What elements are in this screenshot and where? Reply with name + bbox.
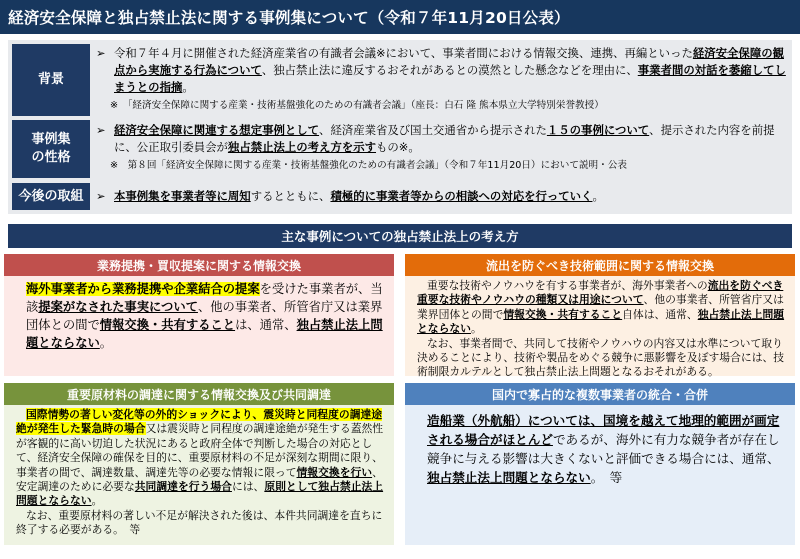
nature-note: ※ 第８回「経済安全保障に関する産業・技術基盤強化のための有識者会議」（令和７年11月20日）において説明・公表	[110, 160, 627, 171]
case-note: なお、重要原材料の著しい不足が解決された後は、本件共同調達を直ちに終了する必要がある。 等	[16, 508, 383, 537]
case-technology-scope	[405, 254, 795, 379]
case-text: 海外事業者から業務提携や企業結合の提案を受けた事業者が、当該提案がなされた事実について、他の事業者、所管省庁又は業界団体との間で情報交換・共有することは、通常、独占禁止法上問題とならない。	[26, 282, 383, 350]
arrow-icon: ➢	[96, 46, 106, 60]
case-body	[405, 405, 795, 545]
background-label: 背景	[12, 44, 90, 116]
case-title: 重要原材料の調達に関する情報交換及び共同調達	[4, 383, 394, 405]
background-text: ➢ 令和７年４月に開催された経済産業省の有識者会議※において、事業者間における情報交換、連携、再編といった経済安全保障の観点から実施する行為について、独占禁止法に違反するおそれがあるとの漠然とした懸念などを理由に、事業者間の対話を萎縮してしまうとの指摘。	[96, 46, 786, 94]
background-note: ※ 「経済安全保障に関する産業・技術基盤強化のための有識者会議」（座長：白石 隆 熊本県立大学特別栄誉教授）	[110, 100, 604, 111]
future-text: ➢ 本事例集を事業者等に周知するとともに、積極的に事業者等からの相談への対応を行っていく。	[96, 189, 604, 203]
case-title: 国内で寡占的な複数事業者の統合・合併	[405, 383, 795, 405]
page-title: 経済安全保障と独占禁止法に関する事例集について（令和７年11月20日公表）	[0, 0, 800, 34]
case-body	[405, 276, 795, 379]
case-title: 業務提携・買収提案に関する情報交換	[4, 254, 394, 276]
case-text: 重要な技術やノウハウを有する事業者が、海外事業者への流出を防ぐべき重要な技術やノウハウの種類又は用途について、他の事業者、所管省庁又は業界団体との間で情報交換・共有すること自体は、通常、独占禁止法上問題とならない。	[417, 279, 785, 336]
case-merger	[405, 383, 795, 545]
arrow-icon: ➢	[96, 123, 106, 137]
case-joint-procurement	[4, 383, 394, 545]
case-text: 国際情勢の著しい変化等の外的ショックにより、震災時と同程度の調達途絶が発生した緊急時の場合又は震災時と同程度の調達途絶が発生する蓋然性が客観的に高い切迫した状況にあると政府全体で判断した場合の対応として、経済安全保障の確保を目的に、重要原材料の不足が深刻な期間に限り、事業者の間で、調達数量、調達先等の必要な情報に限って情報交換を行い、安定調達のために必要な共同調達を行う場合には、原則として独占禁止法上問題とならない。	[16, 408, 384, 508]
case-business-alliance	[4, 254, 394, 376]
section-title: 主な事例についての独占禁止法上の考え方	[8, 224, 792, 248]
arrow-icon: ➢	[96, 189, 106, 203]
case-body	[4, 276, 394, 376]
case-text: 造船業（外航船）については、国境を越えて地理的範囲が画定される場合がほとんどであるが、海外に有力な競争者が存在し競争に与える影響は大きくないと評価できる場合には、通常、独占禁止法上問題とならない。 等	[427, 413, 780, 485]
case-note: なお、事業者間で、共同して技術やノウハウの内容又は水準について取り決めることにより、技術や製品をめぐる競争に悪影響を及ぼす場合には、技術制限カルテルとして独占禁止法上問題となるおそれがある。	[417, 336, 785, 379]
nature-label: 事例集 の性格	[12, 120, 90, 178]
case-body	[4, 405, 394, 545]
future-label: 今後の取組	[12, 183, 90, 210]
case-title: 流出を防ぐべき技術範囲に関する情報交換	[405, 254, 795, 276]
nature-text: ➢ 経済安全保障に関連する想定事例として、経済産業省及び国土交通省から提示された１５の事例について、提示された内容を前提に、公正取引委員会が独占禁止法上の考え方を示すもの※。	[96, 123, 775, 154]
